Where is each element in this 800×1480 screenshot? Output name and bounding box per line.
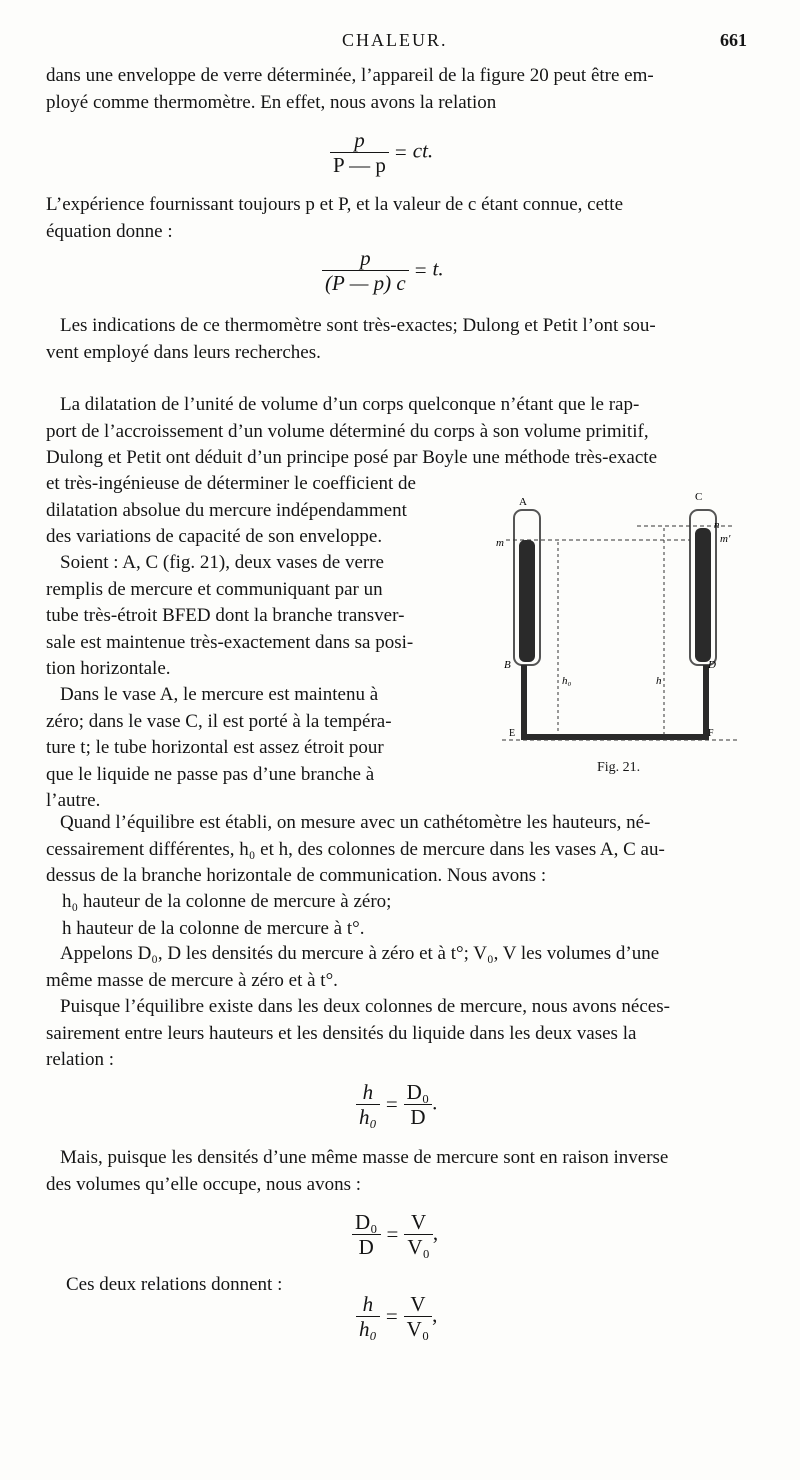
numerator: D₀ xyxy=(352,1210,381,1235)
denominator: P — p xyxy=(333,153,386,177)
denominator: V₀ xyxy=(407,1235,430,1259)
formula-1 xyxy=(330,128,433,177)
text-line: ployé comme thermomètre. En effet, nous avons la relation xyxy=(46,91,497,113)
text-line: et très-ingénieuse de déterminer le coefficient de xyxy=(46,473,416,494)
label-h0: h₀ xyxy=(562,675,572,687)
text-line: dessus de la branche horizontale de communication. Nous avons : xyxy=(46,865,547,886)
paragraph-2 xyxy=(46,192,754,245)
equals-sign: = xyxy=(414,258,427,282)
rhs: t. xyxy=(432,256,444,281)
text-line: remplis de mercure et communiquant par un xyxy=(46,578,383,600)
denominator: (P — p) c xyxy=(325,271,406,295)
figure-caption: Fig. 21. xyxy=(597,760,641,775)
numerator: p xyxy=(322,246,409,271)
text-line: que le liquide ne passe pas d’une branche à xyxy=(46,763,375,785)
mercury-column-c xyxy=(695,528,711,662)
page-number: 661 xyxy=(720,30,747,50)
punctuation: , xyxy=(432,1302,438,1327)
text-line: relation : xyxy=(46,1049,115,1070)
text-line: Soient : A, C (fig. 21), deux vases de verre xyxy=(60,552,384,573)
paragraph-6 xyxy=(46,682,474,815)
fraction xyxy=(322,246,409,295)
formula-3 xyxy=(356,1080,437,1129)
text-line: Quand l’équilibre est établi, on mesure avec un cathétomètre les hauteurs, né- xyxy=(60,812,651,833)
fraction-left xyxy=(356,1080,380,1129)
formula-2 xyxy=(322,246,444,295)
connecting-tube xyxy=(524,665,706,737)
definition-list xyxy=(62,889,752,942)
figure-21-diagram xyxy=(492,490,792,780)
equals-sign: = xyxy=(394,140,407,164)
text-line: des volumes qu’elle occupe, nous avons : xyxy=(46,1173,362,1195)
label-a: A xyxy=(519,496,527,508)
punctuation: . xyxy=(432,1090,438,1115)
text-line: équation donne : xyxy=(46,220,173,242)
running-header xyxy=(0,30,800,54)
paragraph-10 xyxy=(46,1145,764,1198)
text-line: des variations de capacité de son enveloppe. xyxy=(46,526,383,547)
text-line: L’expérience fournissant toujours p et P, et la valeur de c étant connue, cette xyxy=(46,194,624,215)
text-line: Mais, puisque les densités d’une même masse de mercure sont en raison inverse xyxy=(60,1147,669,1168)
paragraph-3 xyxy=(46,313,754,366)
paragraph-9 xyxy=(46,994,754,1074)
text-line: sairement entre leurs hauteurs et les densités du liquide dans les deux vases la xyxy=(46,1022,637,1044)
text-line: dilatation absolue du mercure indépendamment xyxy=(46,499,407,521)
label-m-prime: m′ xyxy=(720,533,731,545)
fraction-right xyxy=(404,1292,433,1341)
paragraph-5 xyxy=(46,550,474,683)
formula-5 xyxy=(356,1292,437,1341)
fraction-left xyxy=(356,1292,380,1341)
label-d: D xyxy=(708,659,716,671)
numerator: h xyxy=(356,1292,380,1317)
definition-h: h hauteur de la colonne de mercure à t°. xyxy=(62,917,365,939)
numerator: V xyxy=(404,1292,433,1317)
denominator: h₀ xyxy=(359,1105,377,1129)
label-c: C xyxy=(695,491,703,503)
definition-h0: h₀ hauteur de la colonne de mercure à zéro; xyxy=(62,891,392,912)
text-line: port de l’accroissement d’un volume déterminé du corps à son volume primitif, xyxy=(46,420,649,442)
mercury-column-a xyxy=(519,540,535,662)
text-line: Ces deux relations donnent : xyxy=(66,1274,283,1295)
rhs: ct. xyxy=(412,138,434,163)
text-line: cessairement différentes, h₀ et h, des colonnes de mercure dans les vases A, C au- xyxy=(46,838,665,860)
label-h: h xyxy=(656,675,662,687)
text-line: sale est maintenue très-exactement dans sa posi- xyxy=(46,631,414,653)
equals-sign: = xyxy=(386,1222,399,1246)
text-line: l’autre. xyxy=(46,790,101,811)
denominator: D xyxy=(410,1105,426,1129)
fraction-left xyxy=(352,1210,381,1259)
label-b: B xyxy=(504,659,511,671)
equals-sign: = xyxy=(385,1304,398,1328)
text-line: Les indications de ce thermomètre sont très-exactes; Dulong et Petit l’ont sou- xyxy=(60,315,656,336)
text-line: Dulong et Petit ont déduit d’un principe posé par Boyle une méthode très-exacte xyxy=(46,447,657,468)
text-line: Dans le vase A, le mercure est maintenu à xyxy=(60,684,379,705)
numerator: D₀ xyxy=(404,1080,433,1105)
text-line: même masse de mercure à zéro et à t°. xyxy=(46,969,338,991)
paragraph-4-wrap xyxy=(46,471,474,551)
fraction-right xyxy=(404,1210,433,1259)
numerator: V xyxy=(404,1210,433,1235)
paragraph-4 xyxy=(46,392,754,472)
equals-sign: = xyxy=(385,1092,398,1116)
numerator: p xyxy=(330,128,389,153)
text-line: ture t; le tube horizontal est assez étroit pour xyxy=(46,737,384,758)
text-line: dans une enveloppe de verre déterminée, l’appareil de la figure 20 peut être em- xyxy=(46,65,654,86)
text-line: Appelons D₀, D les densités du mercure à zéro et à t°; V₀, V les volumes d’une xyxy=(60,943,660,964)
numerator: h xyxy=(356,1080,380,1105)
paragraph-7 xyxy=(46,810,754,890)
denominator: h₀ xyxy=(359,1317,377,1341)
fraction-right xyxy=(404,1080,433,1129)
label-e: E xyxy=(509,728,516,739)
denominator: V₀ xyxy=(406,1317,430,1341)
text-line: vent employé dans leurs recherches. xyxy=(46,341,321,363)
paragraph-1 xyxy=(46,63,754,116)
denominator: D xyxy=(358,1235,374,1259)
text-line: tube très-étroit BFED dont la branche transver- xyxy=(46,605,405,626)
running-title: CHALEUR. xyxy=(342,30,448,50)
label-m: m xyxy=(496,537,504,549)
text-line: zéro; dans le vase C, il est porté à la tempéra- xyxy=(46,710,392,732)
fraction xyxy=(330,128,389,177)
text-line: Puisque l’équilibre existe dans les deux colonnes de mercure, nous avons néces- xyxy=(60,996,670,1017)
label-f: F xyxy=(708,728,714,739)
formula-4 xyxy=(352,1210,438,1259)
punctuation: , xyxy=(432,1220,439,1245)
text-line: tion horizontale. xyxy=(46,658,171,679)
text-line: La dilatation de l’unité de volume d’un corps quelconque n’étant que le rap- xyxy=(60,394,640,415)
label-n: n xyxy=(714,519,720,531)
paragraph-8 xyxy=(46,941,754,994)
